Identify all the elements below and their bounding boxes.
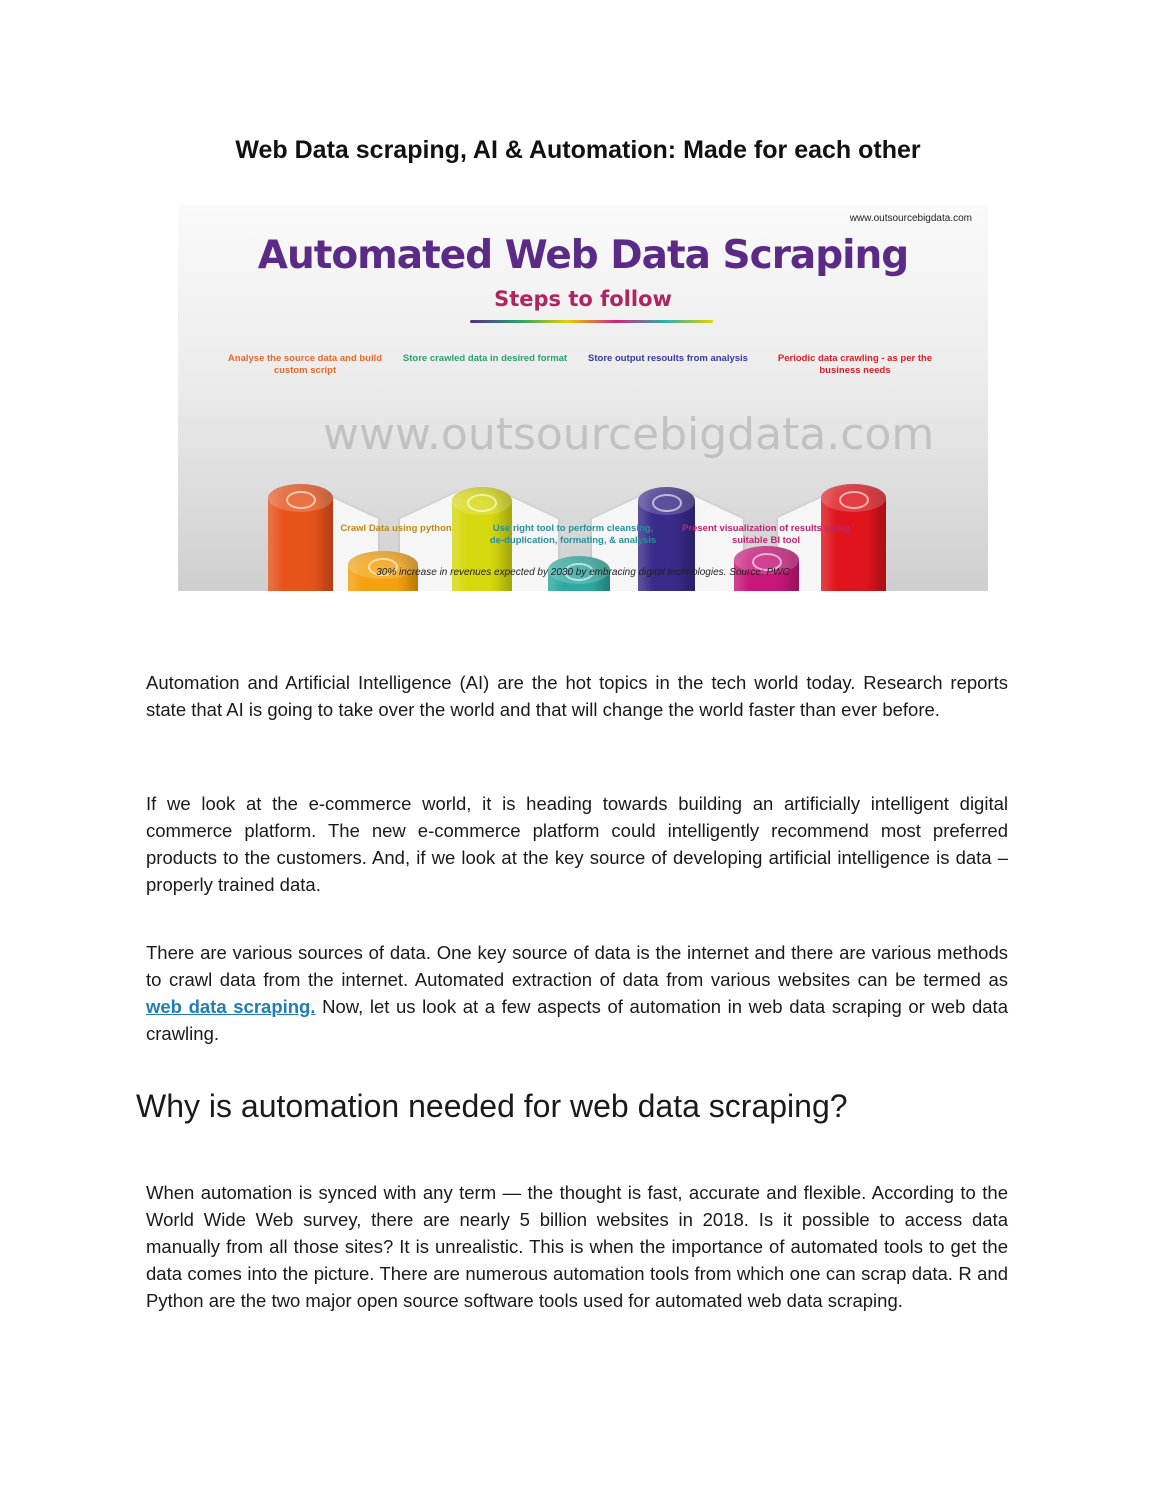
step-label-1: Analyse the source data and build custom script bbox=[227, 353, 383, 376]
infographic-subheading: Steps to follow bbox=[494, 287, 672, 311]
section-heading: Why is automation needed for web data scraping? bbox=[136, 1088, 848, 1124]
paragraph-ecommerce: If we look at the e-commerce world, it is heading towards building an artificially intelligent digital commerce platform. The new e-commerce platform could intelligently recommend most preferred products to the customers. And, if we look at the key source of developing artificial intelligence is data – properly trained data. bbox=[146, 793, 1008, 895]
infographic-heading: Automated Web Data Scraping bbox=[257, 233, 909, 278]
paragraph-intro: Automation and Artificial Intelligence (AI) are the hot topics in the tech world today. Research reports state that AI is going to take over the world and that will change the world faster than ever before. bbox=[146, 672, 1008, 720]
web-data-scraping-link[interactable]: web data scraping. bbox=[146, 996, 316, 1017]
step-label-4: Use right tool to perform cleansing, de-duplication, formating, & analysis bbox=[489, 523, 657, 546]
infographic-image bbox=[178, 205, 988, 591]
infographic-footer: 30% increase in revenues expected by 2030 by embracing digital technologies. Source: PWC bbox=[376, 567, 790, 578]
paragraph-automation: When automation is synced with any term — the thought is fast, accurate and flexible. According to the World Wide Web survey, there are nearly 5 billion websites in 2018. Is it possible to access data manually from all those sites? It is unrealistic. This is when the importance of automated tools to get the data comes into the picture. There are numerous automation tools from which one can scrap data. R and Python are the two major open source software tools used for automated web data scraping. bbox=[146, 1182, 1008, 1311]
step-label-7: Periodic data crawling - as per the business needs bbox=[777, 353, 933, 376]
step-label-2: Crawl Data using python bbox=[340, 523, 452, 534]
page-title: Web Data scraping, AI & Automation: Made for each other bbox=[235, 136, 921, 164]
paragraph-sources bbox=[146, 939, 1008, 1047]
paragraph-text: Now, let us look at a few aspects of automation in web data scraping or web data crawling. bbox=[146, 996, 1008, 1044]
step-label-6: Present visualization of results using suitable BI tool bbox=[682, 523, 850, 546]
step-label-5: Store output resoults from analysis bbox=[588, 353, 748, 364]
watermark: www.outsourcebigdata.com bbox=[323, 409, 935, 460]
infographic-site: www.outsourcebigdata.com bbox=[849, 213, 972, 224]
color-divider bbox=[470, 320, 713, 323]
step-label-3: Store crawled data in desired format bbox=[402, 353, 568, 364]
paragraph-text: There are various sources of data. One key source of data is the internet and there are various methods to crawl data from the internet. Automated extraction of data from various websites can be termed as bbox=[146, 942, 1008, 990]
